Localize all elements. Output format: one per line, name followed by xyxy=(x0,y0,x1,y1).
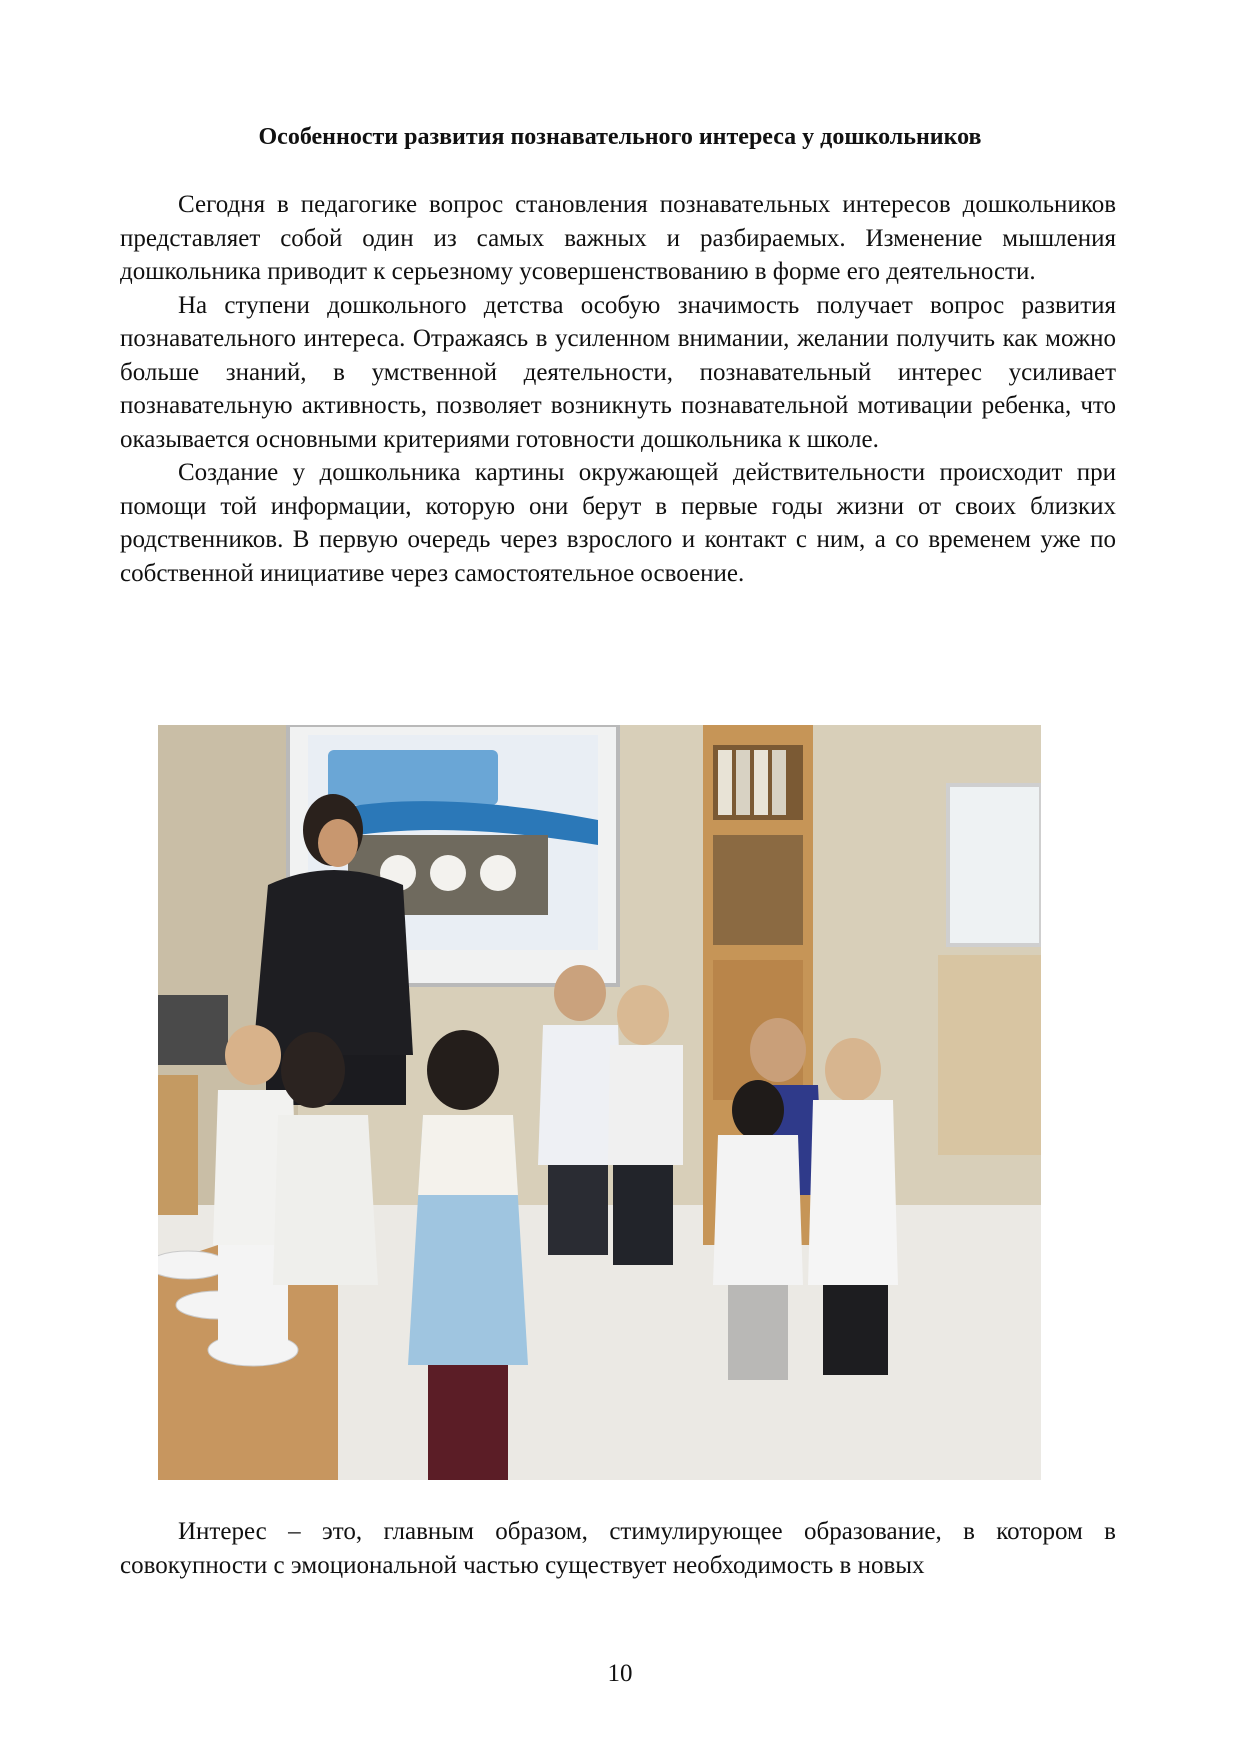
body-text xyxy=(120,188,1116,590)
paragraph: Создание у дошкольника картины окружающей действительности происходит при помощи той информации, которую они берут в первые годы жизни от своих близких родственников. В первую очередь через взрослого и контакт с ним, а со временем уже по собственной инициативе через самостоятельное освоение. xyxy=(120,459,1116,587)
paragraph: Сегодня в педагогике вопрос становления познавательных интересов дошкольников представляет собой один из самых важных и разбираемых. Изменение мышления дошкольника приводит к серьезному усовершенствованию в форме его деятельности. xyxy=(120,191,1116,285)
classroom-photo xyxy=(158,725,1041,1480)
body-text-continued xyxy=(120,1515,1116,1582)
page-number: 10 xyxy=(607,1660,633,1687)
page-title: Особенности развития познавательного интереса у дошкольников xyxy=(258,124,982,150)
paragraph: Интерес – это, главным образом, стимулирующее образование, в котором в совокупности с эмоциональной частью существует необходимость в новых xyxy=(120,1518,1116,1579)
paragraph: На ступени дошкольного детства особую значимость получает вопрос развития познавательного интереса. Отражаясь в усиленном внимании, желании получить как можно больше знаний, в умственной деятельности, познавательный интерес усиливает познавательную активность, позволяет возникнуть познавательной мотивации ребенка, что оказывается основными критериями готовности дошкольника к школе. xyxy=(120,291,1116,453)
